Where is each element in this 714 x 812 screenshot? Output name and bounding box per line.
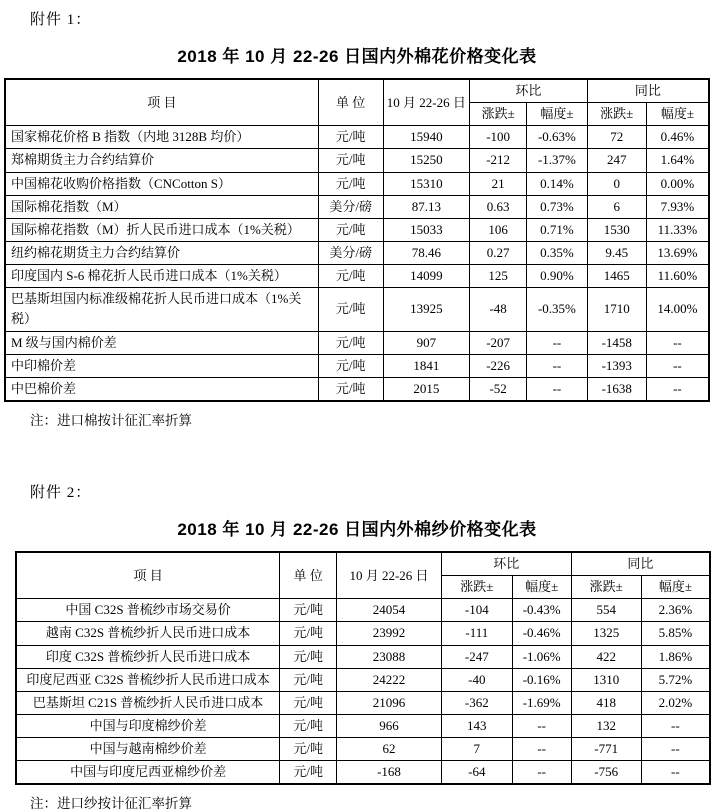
cell-mom-rate: -0.35% bbox=[527, 288, 588, 331]
cell-mom-rate: -- bbox=[527, 331, 588, 354]
cell-mom-change: -100 bbox=[470, 126, 527, 149]
col-header-unit: 单 位 bbox=[318, 79, 383, 126]
cell-item: 中国棉花收购价格指数（CNCotton S） bbox=[5, 172, 318, 195]
cell-unit: 美分/磅 bbox=[318, 241, 383, 264]
cell-item: 印度国内 S-6 棉花折人民币进口成本（1%关税） bbox=[5, 265, 318, 288]
cell-yoy-rate: -- bbox=[641, 714, 710, 737]
cell-mom-rate: -- bbox=[512, 738, 571, 761]
cell-yoy-change: 422 bbox=[571, 645, 641, 668]
cell-yoy-rate: 5.72% bbox=[641, 668, 710, 691]
cell-period-value: 907 bbox=[383, 331, 470, 354]
cell-yoy-rate: 14.00% bbox=[646, 288, 709, 331]
cell-unit: 元/吨 bbox=[280, 668, 337, 691]
col-header-yoy-rate: 幅度± bbox=[641, 576, 710, 599]
cell-yoy-change: -1638 bbox=[587, 377, 646, 401]
cell-item: 中国与越南棉纱价差 bbox=[16, 738, 280, 761]
cell-yoy-change: 132 bbox=[571, 714, 641, 737]
cell-yoy-rate: 1.64% bbox=[646, 149, 709, 172]
cell-yoy-rate: -- bbox=[646, 354, 709, 377]
cell-mom-rate: -1.69% bbox=[512, 691, 571, 714]
cell-mom-rate: -1.37% bbox=[527, 149, 588, 172]
attachment-2-label: 附件 2： bbox=[30, 484, 92, 501]
cell-mom-rate: -- bbox=[527, 377, 588, 401]
table-row bbox=[16, 668, 710, 691]
cell-mom-change: 0.63 bbox=[470, 195, 527, 218]
cell-period-value: 1841 bbox=[383, 354, 470, 377]
table-row bbox=[5, 377, 709, 401]
cell-yoy-change: 418 bbox=[571, 691, 641, 714]
cell-item: 印度尼西亚 C32S 普梳纱折人民币进口成本 bbox=[16, 668, 280, 691]
cell-period-value: 24222 bbox=[337, 668, 442, 691]
cell-mom-change: 125 bbox=[470, 265, 527, 288]
cell-item: 国际棉花指数（M）折人民币进口成本（1%关税） bbox=[5, 218, 318, 241]
cell-mom-change: -52 bbox=[470, 377, 527, 401]
cell-mom-change: 21 bbox=[470, 172, 527, 195]
cell-period-value: 78.46 bbox=[383, 241, 470, 264]
cell-mom-rate: -0.46% bbox=[512, 622, 571, 645]
cell-period-value: 24054 bbox=[337, 599, 442, 622]
cell-period-value: 62 bbox=[337, 738, 442, 761]
col-header-item: 项 目 bbox=[16, 552, 280, 599]
col-header-mom-change: 涨跌± bbox=[470, 103, 527, 126]
cell-yoy-rate: -- bbox=[646, 331, 709, 354]
col-header-yoy: 同比 bbox=[571, 552, 710, 576]
table-row bbox=[5, 149, 709, 172]
col-header-period: 10 月 22-26 日 bbox=[337, 552, 442, 599]
table-row bbox=[16, 761, 710, 785]
cell-yoy-rate: -- bbox=[641, 738, 710, 761]
cell-mom-rate: 0.35% bbox=[527, 241, 588, 264]
cell-mom-change: -226 bbox=[470, 354, 527, 377]
cell-yoy-change: 554 bbox=[571, 599, 641, 622]
col-header-mom: 环比 bbox=[470, 79, 588, 103]
table-row bbox=[5, 172, 709, 195]
col-header-yoy-rate: 幅度± bbox=[646, 103, 709, 126]
cell-yoy-change: -756 bbox=[571, 761, 641, 785]
cell-yoy-change: 1325 bbox=[571, 622, 641, 645]
cell-yoy-rate: 2.02% bbox=[641, 691, 710, 714]
table-row bbox=[5, 218, 709, 241]
cell-mom-change: -40 bbox=[441, 668, 512, 691]
cell-yoy-change: 1530 bbox=[587, 218, 646, 241]
cell-yoy-change: 1465 bbox=[587, 265, 646, 288]
cell-unit: 元/吨 bbox=[318, 354, 383, 377]
cell-yoy-change: 0 bbox=[587, 172, 646, 195]
table-row bbox=[5, 126, 709, 149]
cell-unit: 元/吨 bbox=[280, 645, 337, 668]
cell-unit: 元/吨 bbox=[280, 714, 337, 737]
cell-period-value: 15310 bbox=[383, 172, 470, 195]
cell-mom-rate: 0.71% bbox=[527, 218, 588, 241]
cell-unit: 元/吨 bbox=[318, 265, 383, 288]
cell-item: 国家棉花价格 B 指数（内地 3128B 均价） bbox=[5, 126, 318, 149]
table-row bbox=[16, 714, 710, 737]
cell-mom-rate: 0.90% bbox=[527, 265, 588, 288]
col-header-mom-rate: 幅度± bbox=[512, 576, 571, 599]
cell-item: 巴基斯坦 C21S 普梳纱折人民币进口成本 bbox=[16, 691, 280, 714]
cell-mom-change: -111 bbox=[441, 622, 512, 645]
cell-yoy-rate: 0.00% bbox=[646, 172, 709, 195]
cell-yoy-rate: 1.86% bbox=[641, 645, 710, 668]
cell-mom-change: -104 bbox=[441, 599, 512, 622]
cell-yoy-rate: 11.33% bbox=[646, 218, 709, 241]
cell-period-value: 15033 bbox=[383, 218, 470, 241]
cotton-table-note: 注：进口棉按计征汇率折算 bbox=[30, 412, 192, 428]
cell-mom-change: -48 bbox=[470, 288, 527, 331]
table-row bbox=[5, 331, 709, 354]
cell-mom-rate: -- bbox=[512, 761, 571, 785]
cell-period-value: 966 bbox=[337, 714, 442, 737]
cell-period-value: 87.13 bbox=[383, 195, 470, 218]
cell-item: 中印棉价差 bbox=[5, 354, 318, 377]
cell-period-value: 13925 bbox=[383, 288, 470, 331]
col-header-item: 项 目 bbox=[5, 79, 318, 126]
cell-period-value: 23992 bbox=[337, 622, 442, 645]
cell-item: 中国与印度棉纱价差 bbox=[16, 714, 280, 737]
cell-mom-rate: -0.63% bbox=[527, 126, 588, 149]
table-row bbox=[16, 738, 710, 761]
cell-yoy-change: 6 bbox=[587, 195, 646, 218]
cell-yoy-change: -1458 bbox=[587, 331, 646, 354]
cell-yoy-change: -1393 bbox=[587, 354, 646, 377]
cell-mom-rate: 0.14% bbox=[527, 172, 588, 195]
cell-mom-rate: -0.16% bbox=[512, 668, 571, 691]
cell-item: 国际棉花指数（M） bbox=[5, 195, 318, 218]
cell-mom-change: -212 bbox=[470, 149, 527, 172]
col-header-yoy-change: 涨跌± bbox=[587, 103, 646, 126]
cell-unit: 元/吨 bbox=[280, 691, 337, 714]
cell-mom-rate: -0.43% bbox=[512, 599, 571, 622]
cell-mom-rate: -- bbox=[527, 354, 588, 377]
cell-mom-change: 7 bbox=[441, 738, 512, 761]
table-row bbox=[16, 691, 710, 714]
cotton-price-table bbox=[4, 78, 710, 402]
col-header-yoy-change: 涨跌± bbox=[571, 576, 641, 599]
col-header-unit: 单 位 bbox=[280, 552, 337, 599]
cell-item: 中巴棉价差 bbox=[5, 377, 318, 401]
cell-unit: 元/吨 bbox=[318, 377, 383, 401]
table-row bbox=[5, 288, 709, 331]
yarn-table-note: 注：进口纱按计征汇率折算 bbox=[30, 796, 192, 812]
cell-yoy-rate: -- bbox=[646, 377, 709, 401]
cell-yoy-change: 1710 bbox=[587, 288, 646, 331]
cell-mom-change: 0.27 bbox=[470, 241, 527, 264]
col-header-period: 10 月 22-26 日 bbox=[383, 79, 470, 126]
cell-yoy-change: 72 bbox=[587, 126, 646, 149]
cell-item: 越南 C32S 普梳纱折人民币进口成本 bbox=[16, 622, 280, 645]
cell-unit: 元/吨 bbox=[318, 149, 383, 172]
cell-yoy-rate: 13.69% bbox=[646, 241, 709, 264]
cell-unit: 元/吨 bbox=[318, 126, 383, 149]
cell-mom-change: -247 bbox=[441, 645, 512, 668]
table-row bbox=[5, 354, 709, 377]
table-row bbox=[5, 195, 709, 218]
cell-mom-change: -207 bbox=[470, 331, 527, 354]
cell-unit: 元/吨 bbox=[318, 218, 383, 241]
cell-item: 郑棉期货主力合约结算价 bbox=[5, 149, 318, 172]
cell-yoy-rate: 0.46% bbox=[646, 126, 709, 149]
cell-mom-rate: -1.06% bbox=[512, 645, 571, 668]
col-header-mom: 环比 bbox=[441, 552, 571, 576]
cell-unit: 美分/磅 bbox=[318, 195, 383, 218]
table-row bbox=[5, 241, 709, 264]
cell-item: 中国 C32S 普梳纱市场交易价 bbox=[16, 599, 280, 622]
cell-period-value: 2015 bbox=[383, 377, 470, 401]
yarn-price-table bbox=[15, 551, 711, 785]
table-row bbox=[16, 622, 710, 645]
cell-yoy-change: 247 bbox=[587, 149, 646, 172]
cell-yoy-rate: 2.36% bbox=[641, 599, 710, 622]
cell-mom-change: -362 bbox=[441, 691, 512, 714]
yarn-price-table-title: 2018 年 10 月 22-26 日国内外棉纱价格变化表 bbox=[177, 519, 537, 539]
cell-mom-change: -64 bbox=[441, 761, 512, 785]
cell-period-value: 21096 bbox=[337, 691, 442, 714]
cell-item: 印度 C32S 普梳纱折人民币进口成本 bbox=[16, 645, 280, 668]
cell-mom-change: 143 bbox=[441, 714, 512, 737]
cell-yoy-rate: 11.60% bbox=[646, 265, 709, 288]
cell-period-value: 14099 bbox=[383, 265, 470, 288]
cell-period-value: 15250 bbox=[383, 149, 470, 172]
cell-period-value: 23088 bbox=[337, 645, 442, 668]
cell-item: 巴基斯坦国内标准级棉花折人民币进口成本（1%关税） bbox=[5, 288, 318, 331]
attachment-1-label: 附件 1： bbox=[30, 12, 92, 28]
cell-period-value: -168 bbox=[337, 761, 442, 785]
col-header-yoy: 同比 bbox=[587, 79, 709, 103]
cell-mom-rate: 0.73% bbox=[527, 195, 588, 218]
cell-mom-change: 106 bbox=[470, 218, 527, 241]
cell-item: 中国与印度尼西亚棉纱价差 bbox=[16, 761, 280, 785]
cell-item: M 级与国内棉价差 bbox=[5, 331, 318, 354]
cotton-price-table-title: 2018 年 10 月 22-26 日国内外棉花价格变化表 bbox=[177, 47, 537, 66]
col-header-mom-rate: 幅度± bbox=[527, 103, 588, 126]
cell-yoy-rate: 5.85% bbox=[641, 622, 710, 645]
cell-yoy-change: -771 bbox=[571, 738, 641, 761]
cell-mom-rate: -- bbox=[512, 714, 571, 737]
cell-item: 纽约棉花期货主力合约结算价 bbox=[5, 241, 318, 264]
cell-unit: 元/吨 bbox=[318, 288, 383, 331]
cell-yoy-change: 1310 bbox=[571, 668, 641, 691]
cell-yoy-rate: 7.93% bbox=[646, 195, 709, 218]
cell-unit: 元/吨 bbox=[318, 172, 383, 195]
yarn-table-header bbox=[16, 552, 710, 599]
table-row bbox=[16, 645, 710, 668]
table-row bbox=[16, 599, 710, 622]
col-header-mom-change: 涨跌± bbox=[441, 576, 512, 599]
cell-unit: 元/吨 bbox=[280, 622, 337, 645]
cell-period-value: 15940 bbox=[383, 126, 470, 149]
cell-unit: 元/吨 bbox=[318, 331, 383, 354]
cell-unit: 元/吨 bbox=[280, 599, 337, 622]
cell-yoy-change: 9.45 bbox=[587, 241, 646, 264]
cell-unit: 元/吨 bbox=[280, 761, 337, 785]
cell-unit: 元/吨 bbox=[280, 738, 337, 761]
cotton-table-header bbox=[5, 79, 709, 126]
table-row bbox=[5, 265, 709, 288]
cell-yoy-rate: -- bbox=[641, 761, 710, 785]
